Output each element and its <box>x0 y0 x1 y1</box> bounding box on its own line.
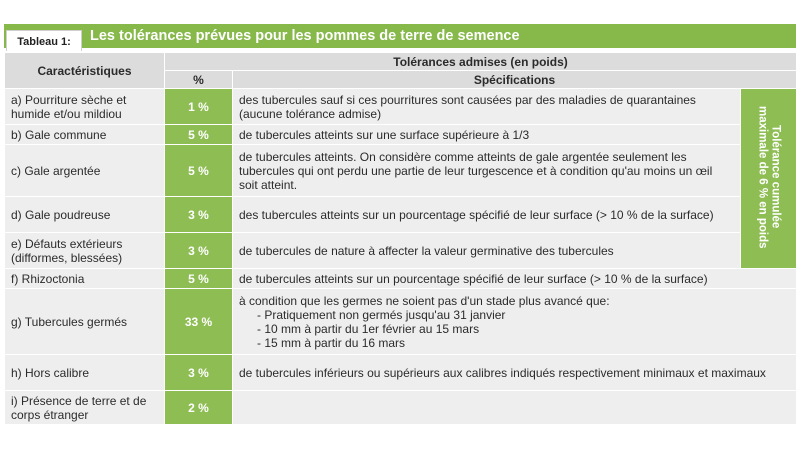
row-characteristic: a) Pourriture sèche et humide et/ou mildiou <box>5 89 165 125</box>
row-specification: de tubercules inférieurs ou supérieurs aux calibres indiqués respectivement minimaux et maximaux <box>233 355 797 391</box>
side-note-line2: maximale de 6 % en poids <box>756 105 769 249</box>
sprouting-intro: à condition que les germes ne soient pas d'un stade plus avancé que: <box>239 293 610 308</box>
row-specification: de tubercules atteints sur une surface supérieure à 1/3 <box>233 125 741 145</box>
header-percent: % <box>165 71 233 89</box>
header-tolerances: Tolérances admises (en poids) <box>165 53 797 71</box>
row-characteristic: h) Hors calibre <box>5 355 165 391</box>
row-characteristic: b) Gale commune <box>5 125 165 145</box>
row-percent: 5 % <box>165 125 233 145</box>
row-percent: 1 % <box>165 89 233 125</box>
table-number-label: Tableau 1: <box>6 30 82 51</box>
row-specification <box>233 391 797 425</box>
table-row <box>5 145 797 197</box>
table-row <box>5 89 797 125</box>
tolerances-table <box>4 52 797 425</box>
row-specification: de tubercules atteints sur un pourcentage spécifié de leur surface (> 10 % de la surface) <box>233 269 797 289</box>
sprouting-condition: - 10 mm à partir du 1er février au 15 mars <box>257 321 480 336</box>
row-percent: 3 % <box>165 197 233 233</box>
table-row <box>5 233 797 269</box>
row-percent: 3 % <box>165 355 233 391</box>
row-characteristic: g) Tubercules germés <box>5 289 165 355</box>
row-characteristic: e) Défauts extérieurs (difformes, blessées) <box>5 233 165 269</box>
side-note-line1: Tolérance cumulée <box>769 125 782 229</box>
row-specification: des tubercules sauf si ces pourritures sont causées par des maladies de quarantaines (aucune tolérance admise) <box>233 89 741 125</box>
row-percent: 33 % <box>165 289 233 355</box>
row-specification: des tubercules atteints sur un pourcentage spécifié de leur surface (> 10 % de la surface) <box>233 197 741 233</box>
row-characteristic: d) Gale poudreuse <box>5 197 165 233</box>
row-characteristic: f) Rhizoctonia <box>5 269 165 289</box>
table-row <box>5 269 797 289</box>
sprouting-condition: - 15 mm à partir du 16 mars <box>257 335 406 350</box>
row-specification <box>233 289 797 355</box>
title-bar <box>4 24 796 48</box>
row-percent: 2 % <box>165 391 233 425</box>
row-characteristic: c) Gale argentée <box>5 145 165 197</box>
table-title: Les tolérances prévues pour les pommes de terre de semence <box>90 28 520 44</box>
row-percent: 5 % <box>165 269 233 289</box>
header-characteristics: Caractéristiques <box>5 53 165 89</box>
row-characteristic: i) Présence de terre et de corps étranger <box>5 391 165 425</box>
row-percent: 5 % <box>165 145 233 197</box>
row-percent: 3 % <box>165 233 233 269</box>
table-row <box>5 125 797 145</box>
table-row <box>5 197 797 233</box>
sprouting-condition: - Pratiquement non germés jusqu'au 31 janvier <box>257 307 506 322</box>
table-row <box>5 391 797 425</box>
cumulative-tolerance-note <box>741 89 797 269</box>
row-specification: de tubercules atteints. On considère comme atteints de gale argentée seulement les tubercules qui ont perdu une partie de leur turgescence et à condition qu'au moins un œil soit atteint. <box>233 145 741 197</box>
header-specifications: Spécifications <box>233 71 797 89</box>
table-row <box>5 355 797 391</box>
row-specification: de tubercules de nature à affecter la valeur germinative des tubercules <box>233 233 741 269</box>
table-row <box>5 289 797 355</box>
